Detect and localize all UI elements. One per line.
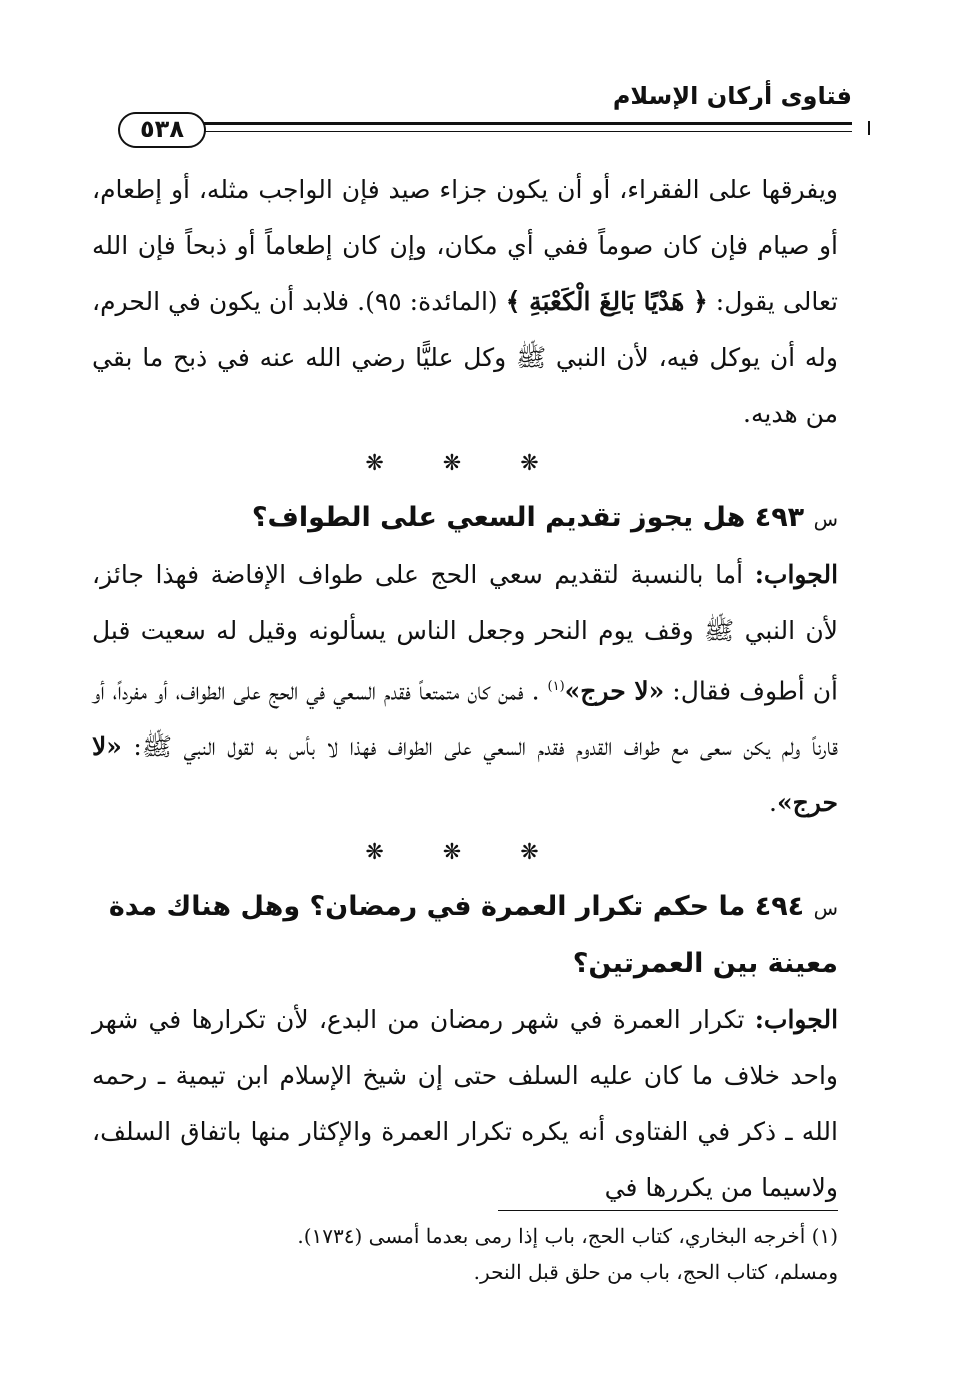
header-rule-tick [868,121,870,135]
section-separator: ❋ ❋ ❋ [365,451,565,476]
question-493-text: ٤٩٣ هل يجوز تقديم السعي على الطواف؟ [251,502,805,533]
footnote-rule [498,1210,838,1211]
answer-494 [92,992,838,1216]
answer-493 [92,547,838,831]
section-separator-2: ❋ ❋ ❋ [365,840,565,866]
quran-reference: (المائدة: ٩٥). [357,287,498,316]
page-header [70,72,852,162]
answer-label: الجواب: [754,560,839,589]
footnote-ref: (١) [547,679,565,694]
answer-label-2: الجواب: [754,1005,839,1035]
answer-494-text: تكرار العمرة في شهر رمضان من البدع، لأن تكرارها في شهر واحد خلاف ما كان عليه السلف حتى إن شيخ الإسلام ابن تيمية ـ رحمه الله ـ ذكر في الفتاوى أنه يكره تكرار العمرة والإكثار منها باتفاق السلف، ولاسيما من يكررها في [92,1005,838,1203]
hadith-quote-2: «لا حرج» [92,732,838,818]
answer-493-part2: . فمن كان متمتعاً فقدم السعي في الحج على الطواف، أو مفرداً، أو قارناً ولم يكن سعى مع طواف القدوم فقدم السعي على الطواف فهذا لا بأس به لقول النبي ﷺ: [92,676,838,762]
question-493 [92,490,838,547]
hadith-quote: «لا حرج» [564,676,665,706]
page-content [92,162,838,1216]
footnotes [92,1218,838,1290]
answer-493-part1: أما بالنسبة لتقديم سعي الحج على طواف الإفاضة فهذا جائز، لأن النبي ﷺ وقف يوم النحر وجعل الناس يسألونه وقيل له سعيت قبل أن أطوف فقال: [92,560,839,706]
footnote-1-line-2: ومسلم، كتاب الحج، باب من حلق قبل النحر. [473,1260,838,1284]
paragraph-hady-rest: فلابد أن يكون في الحرم، وله أن يوكل فيه، لأن النبي ﷺ وكل عليًّا رضي الله عنه في ذبح ما بقي من هديه. [92,287,838,428]
quran-verse: ﴿ هَدْيًا بَالِغَ الْكَعْبَةِ ﴾ [505,287,708,316]
question-marker-2: س [813,896,838,921]
question-494 [92,879,838,992]
footnote-1-line-1: (١) أخرجه البخاري، كتاب الحج، باب إذا رمى بعدما أمسى (١٧٣٤). [297,1224,838,1248]
paragraph-hady-text: ويفرقها على الفقراء، أو أن يكون جزاء صيد فإن الواجب مثله، أو إطعام، أو صيام فإن كان صوماً ففي أي مكان، وإن كان إطعاماً أو ذبحاً فإن الله تعالى يقول: [92,175,838,316]
question-marker: س [813,507,838,531]
header-rule [130,122,852,132]
paragraph-hady [92,162,838,442]
book-title: فتاوى أركان الإسلام [612,82,852,110]
page-number: ٥٣٨ [118,112,206,148]
question-494-text: ٤٩٤ ما حكم تكرار العمرة في رمضان؟ وهل هناك مدة معينة بين العمرتين؟ [108,891,838,980]
answer-493-end: . [769,788,777,818]
